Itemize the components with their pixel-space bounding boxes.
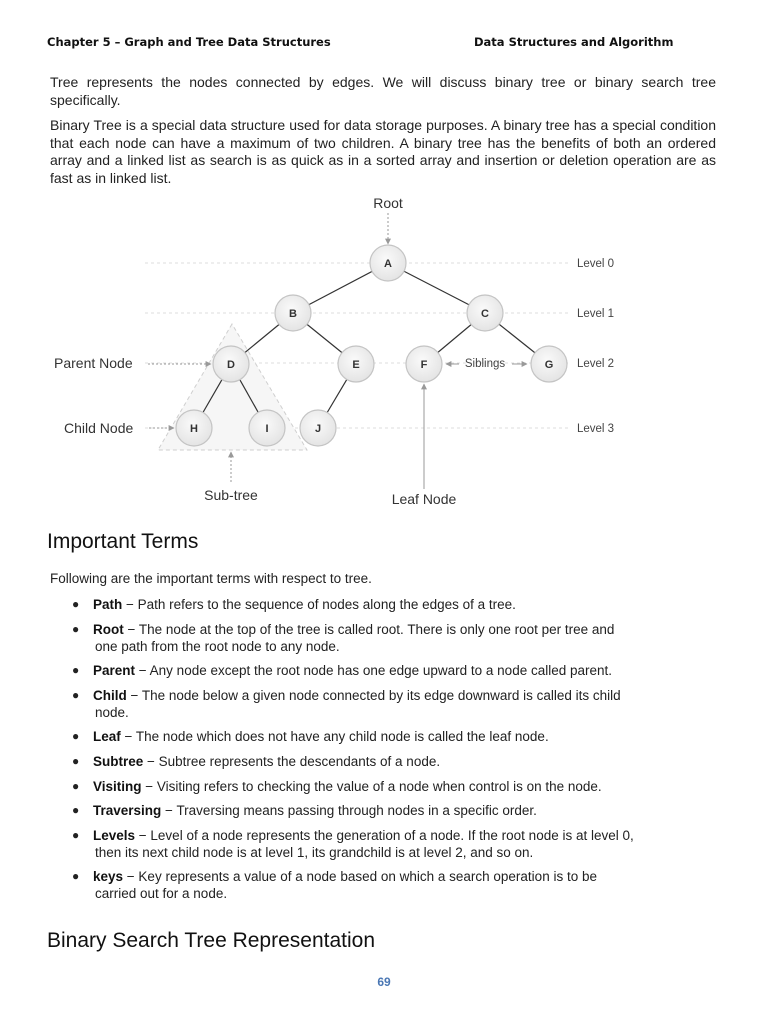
term-description-cont: then its next child node is at level 1, its grandchild is at level 2, and so on. [95, 844, 534, 860]
svg-text:E: E [352, 359, 360, 371]
svg-text:B: B [289, 308, 297, 320]
term-name: Levels [93, 827, 136, 843]
important-terms-intro: Following are the important terms with respect to tree. [50, 571, 372, 586]
term-name: Visiting [93, 778, 142, 794]
list-item [70, 827, 716, 861]
bullet-icon: ● [72, 827, 80, 842]
svg-text:I: I [265, 423, 269, 435]
bullet-icon: ● [72, 778, 80, 793]
subtree-label: Sub-tree [204, 487, 258, 503]
node-a [370, 245, 406, 281]
list-item [70, 596, 716, 613]
important-terms-heading: Important Terms [47, 530, 199, 553]
svg-text:J: J [314, 423, 322, 435]
leaf-node-label: Leaf Node [391, 491, 457, 507]
list-item [70, 868, 716, 902]
term-description: − Any node except the root node has one edge upward to a node called parent. [135, 663, 613, 679]
term-description: − Key represents a value of a node based on which a search operation is to be [123, 869, 597, 885]
svg-text:H: H [190, 423, 198, 435]
term-name: Path [93, 597, 123, 612]
bst-representation-heading: Binary Search Tree Representation [47, 929, 376, 952]
term-name: Root [93, 621, 124, 637]
term-name: Child [93, 687, 127, 703]
term-description: − The node which does not have any child node is called the leaf node. [120, 729, 549, 745]
level-1-label: Level 1 [577, 308, 615, 320]
node-b [275, 295, 311, 331]
node-c [467, 295, 503, 331]
svg-text:C: C [481, 308, 489, 320]
page-header-book: Data Structures and Algorithm [474, 35, 674, 49]
child-node-label: Child Node [64, 420, 134, 436]
binary-tree-diagram [0, 188, 768, 518]
term-description: − Level of a node represents the generation of a node. If the root node is at level 0, [135, 827, 634, 843]
bullet-icon: ● [72, 597, 80, 611]
node-g [531, 346, 567, 382]
list-item [70, 778, 716, 795]
svg-text:F: F [420, 359, 428, 371]
important-terms-list [70, 596, 716, 910]
node-i [249, 410, 285, 446]
level-2-label: Level 2 [577, 358, 615, 370]
term-description-cont: one path from the root node to any node. [95, 638, 340, 654]
bullet-icon: ● [72, 729, 80, 744]
svg-text:D: D [227, 359, 235, 371]
term-description: − Visiting refers to checking the value of a node when control is on the node. [141, 778, 602, 794]
node-d [213, 346, 249, 382]
term-name: Subtree [93, 753, 144, 769]
list-item [70, 753, 716, 770]
svg-text:A: A [384, 258, 392, 270]
parent-node-label: Parent Node [54, 355, 133, 371]
term-description-cont: node. [95, 704, 129, 720]
term-description: − Path refers to the sequence of nodes along the edges of a tree. [122, 597, 516, 612]
list-item [70, 662, 716, 679]
level-0-label: Level 0 [577, 258, 615, 270]
term-name: Parent [93, 663, 136, 679]
level-3-label: Level 3 [577, 423, 615, 435]
term-description: − Subtree represents the descendants of a node. [143, 753, 441, 769]
siblings-label: Siblings [464, 358, 506, 370]
term-name: Leaf [93, 729, 121, 745]
svg-text:G: G [544, 359, 554, 371]
bullet-icon: ● [72, 753, 80, 768]
intro-paragraph-2: Binary Tree is a special data structure used for data storage purposes. A binary tree has a special condition that each node can have a maximum of two children. A binary tree has the benefits of both an ordered array and a linked list as search is as quick as in a sorted array and insertion or deletion operation are as fast as in linked list. [50, 117, 716, 186]
page-number: 69 [377, 975, 391, 989]
term-name: Traversing [93, 803, 162, 819]
bullet-icon: ● [72, 869, 80, 884]
term-name: keys [93, 869, 124, 885]
node-h [176, 410, 212, 446]
root-label: Root [373, 195, 403, 211]
list-item [70, 728, 716, 745]
list-item [70, 687, 716, 721]
list-item [70, 621, 716, 655]
node-f [406, 346, 442, 382]
node-j [300, 410, 336, 446]
term-description-cont: carried out for a node. [95, 886, 228, 902]
bullet-icon: ● [72, 663, 80, 678]
term-description: − Traversing means passing through nodes in a specific order. [161, 803, 537, 819]
node-e [338, 346, 374, 382]
bullet-icon: ● [72, 621, 80, 636]
bullet-icon: ● [72, 803, 80, 818]
bullet-icon: ● [72, 687, 80, 702]
list-item [70, 802, 716, 819]
intro-paragraph-1: Tree represents the nodes connected by edges. We will discuss binary tree or binary search tree specifically. [50, 74, 716, 108]
term-description: − The node at the top of the tree is called root. There is only one root per tree and [123, 621, 615, 637]
term-description: − The node below a given node connected by its edge downward is called its child [126, 687, 621, 703]
page-header-chapter: Chapter 5 – Graph and Tree Data Structures [47, 35, 331, 49]
